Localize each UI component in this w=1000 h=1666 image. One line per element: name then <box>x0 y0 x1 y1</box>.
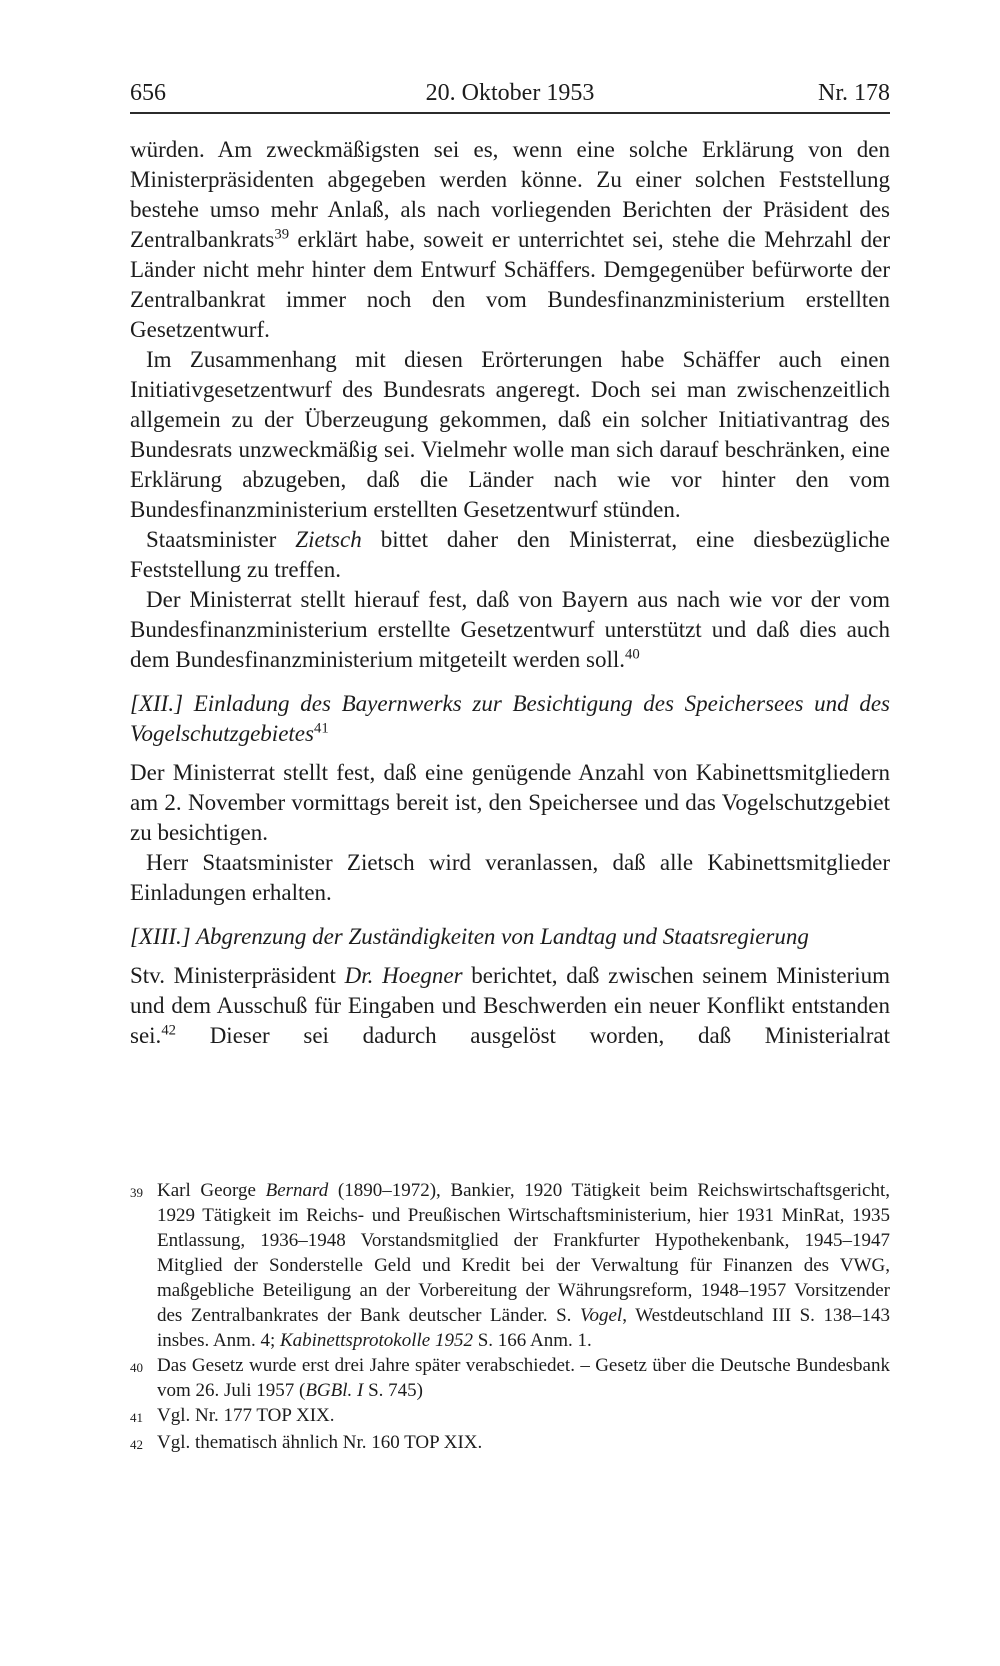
text-run: Im Zusammenhang mit diesen Erörterungen habe Schäffer auch einen Initiativgesetzentwurf des Bundesrats angeregt. Doch sei man zwischenzeitlich allgemein zu der Überzeugung gekommen, daß ein solcher Initiativantrag des Bundesrats unzweckmäßig sei. Vielmehr wolle man sich darauf beschränken, eine Erklärung abzugeben, daß die Länder nach wie vor hinter den vom Bundesfinanzministerium erstellten Gesetzentwurf stünden. <box>130 347 890 522</box>
page-number: 656 <box>130 80 166 106</box>
text-run: würden. Am zweckmäßigsten sei es, wenn eine solche Erklärung von den Ministerpräsidenten abgegeben werden könne. Zu einer solchen Feststellung bestehe umso mehr Anlaß, als nach vorliegenden Berichten der Präsident des Zentralbankrats <box>130 137 890 252</box>
text-run: Das Gesetz wurde erst drei Jahre später verabschiedet. – Gesetz über die Deutsche Bundesbank vom 26. Juli 1957 ( <box>157 1355 890 1401</box>
paragraph-hoegner-konflikt <box>130 961 890 1051</box>
text-run: Kabinettsprotokolle 1952 <box>279 1330 473 1351</box>
footnote-number: 40 <box>130 1360 143 1375</box>
paragraph-zietsch-bittet <box>130 525 890 585</box>
footnote-reference: 40 <box>625 646 640 663</box>
footnote-41 <box>130 1403 890 1430</box>
text-run: [XII.] Einladung des Bayernwerks zur Besichtigung des Speichersees und des Vogelschutzgebietes <box>130 691 890 746</box>
footnote-text <box>157 1430 890 1457</box>
text-run: [XIII.] Abgrenzung der Zuständigkeiten von Landtag und Staatsregierung <box>130 924 809 949</box>
text-run: berichtet, daß zwischen seinem Ministerium und dem Ausschuß für Eingaben und Beschwerden ein neuer Konflikt entstanden sei. <box>130 963 890 1048</box>
footnote-reference: 41 <box>313 720 329 737</box>
paragraph-einladungen <box>130 848 890 908</box>
text-run: Zietsch <box>295 527 362 552</box>
footnote-reference: 42 <box>161 1022 177 1039</box>
paragraph-speichersee <box>130 758 890 848</box>
text-run: Dr. Hoegner <box>344 963 463 988</box>
text-run: bittet daher den Ministerrat, eine diesbezügliche Feststellung zu treffen. <box>130 527 890 582</box>
text-run: Der Ministerrat stellt hierauf fest, daß von Bayern aus nach wie vor der vom Bundesfinanzministerium erstellte Gesetzentwurf unterstützt und daß dies auch dem Bundesfinanzministerium mitgeteilt werden soll. <box>130 587 890 672</box>
paragraph-initiativgesetzentwurf <box>130 345 890 525</box>
header-date: 20. Oktober 1953 <box>425 80 595 106</box>
footnotes-section <box>130 1178 890 1457</box>
section-heading-xii <box>130 689 890 749</box>
footnote-reference: 39 <box>274 226 290 243</box>
text-run: Bernard <box>265 1180 329 1201</box>
text-run: erklärt habe, soweit er unterrichtet sei, stehe die Mehrzahl der Länder nicht mehr hinter dem Entwurf Schäffers. Demgegenüber befürworte der Zentralbankrat immer noch den vom Bundesfinanzministerium erstellten Gesetzentwurf. <box>130 227 890 342</box>
header-rule <box>130 112 890 114</box>
text-run: Herr Staatsminister Zietsch wird veranlassen, daß alle Kabinettsmitglieder Einladungen erhalten. <box>130 850 890 905</box>
text-run: Vgl. Nr. 177 TOP XIX. <box>157 1405 335 1426</box>
text-run: Vogel <box>580 1305 623 1326</box>
document-number: Nr. 178 <box>818 80 890 106</box>
text-run: Karl George <box>157 1180 266 1201</box>
text-run: Dieser sei dadurch ausgelöst worden, daß Ministerialrat <box>176 1023 890 1048</box>
text-run: (1890–1972), Bankier, 1920 Tätigkeit beim Reichswirtschaftsgericht, 1929 Tätigkeit im Reichs- und Preußischen Wirtschaftsministerium, hier 1931 MinRat, 1935 Entlassung, 1936–1948 Vorstandsmitglied der Frankfurter Hypothekenbank, 1945–1947 Mitglied der Sonderstelle Geld und Kredit bei der Verwaltung für Finanzen des VWG, maßgebliche Beteiligung an der Vorbereitung der Währungsreform, 1948–1957 Vorsitzender des Zentralbankrates der Bank deutscher Länder. S. <box>157 1180 890 1326</box>
text-run: Vgl. thematisch ähnlich Nr. 160 TOP XIX. <box>157 1432 483 1453</box>
text-run: S. 166 Anm. 1. <box>472 1330 592 1351</box>
text-run: S. 745) <box>363 1380 424 1401</box>
text-run: Der Ministerrat stellt fest, daß eine genügende Anzahl von Kabinettsmitgliedern am 2. November vormittags bereit ist, den Speichersee und das Vogelschutzgebiet zu besichtigen. <box>130 760 890 845</box>
text-run: Stv. Ministerpräsident <box>130 963 345 988</box>
paragraph-continuation <box>130 135 890 345</box>
footnote-text <box>157 1403 890 1430</box>
footnote-42 <box>130 1430 890 1457</box>
text-run: Staatsminister <box>146 527 296 552</box>
paragraph-ministerrat-feststellung <box>130 585 890 675</box>
text-run: BGBl. I <box>305 1380 364 1401</box>
footnote-text <box>157 1353 890 1403</box>
section-heading-xiii <box>130 922 890 952</box>
footnote-number: 42 <box>130 1437 143 1452</box>
footnote-40 <box>130 1353 890 1403</box>
document-body <box>130 135 890 1051</box>
footnote-number: 39 <box>130 1185 143 1200</box>
footnote-text <box>157 1178 890 1353</box>
footnote-number: 41 <box>130 1410 143 1425</box>
text-run: , Westdeutschland III S. 138–143 insbes. Anm. 4; <box>157 1305 890 1351</box>
footnote-39 <box>130 1178 890 1353</box>
